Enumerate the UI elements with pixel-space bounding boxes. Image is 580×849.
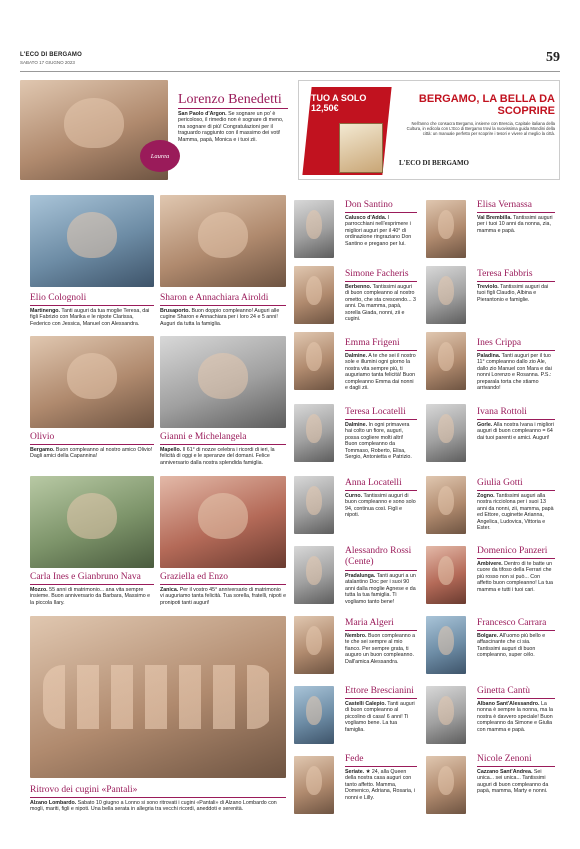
name-ines: Ines Crippa [477,338,522,348]
name-sharon: Sharon e Annachiara Airoldi [160,293,269,303]
rule-fede [345,766,417,767]
feature-rule [178,108,288,109]
photo-graziella [160,476,286,568]
msg-donsantino: Calusco d'Adda. I parrocchiani nell'esprimere i migliori auguri per il 40° di ordinazione ringraziano Don Santino e pregano per lui. [345,215,412,247]
rule-teresaL [345,419,417,420]
name-carla: Carla Ines e Gianbruno Nava [30,572,141,582]
rule-carla [30,584,154,585]
name-simone: Simone Facheris [345,269,409,279]
rule-ivana [477,419,555,420]
photo-alessandro [294,546,334,604]
name-emma: Emma Frigeni [345,338,400,348]
name-gianni: Gianni e Michelangela [160,432,247,442]
rule-ritrovo [30,797,286,798]
photo-sharon [160,195,286,287]
photo-teresaF [426,266,466,324]
msg-domenico: Ambivere. Dentro di te batte un cuore da tifoso della Ferrari che più rosso non si può... Con affetto buon compleanno! La tua mamma e tutti i tuoi cari. [477,561,553,593]
photo-ginetta [426,686,466,744]
rule-donsantino [345,212,417,213]
photo-ivana [426,404,466,462]
msg-carla: Mozzo. 55 anni di matrimonio... ana vita sempre insieme. Buon anniversario da Barbara, Massimo e la piccola Ilary. [30,587,151,606]
rule-alessandro [345,570,417,571]
rule-olivio [30,444,154,445]
photo-teresaL [294,404,334,462]
name-giulia: Giulia Gotti [477,478,523,488]
msg-anna: Curno. Tantissimi auguri di buon compleanno e sono solo 94, continua così. Figli e nipoti. [345,493,416,519]
rule-sharon [160,305,286,306]
ad-body: Nell'anno che consacra Bergamo, insieme con Brescia, Capitale italiana della Cultura, in edicola con L'Eco di Bergamo trovi la nuovissima guida Mondini della città: un manuale perfetto per scoprire i tesori e vivere al meglio la città. [406,121,555,137]
msg-simone: Berbenno. Tantissimi auguri di buon compleanno al nostro ometto, che sta crescendo... 3 anni. Da mamma, papà, sorella Giada, nonni, zii e cugini. [345,284,416,323]
rule-giulia [477,490,555,491]
name-nicole: Nicole Zenoni [477,754,532,764]
photo-emma [294,332,334,390]
msg-ginetta: Albano Sant'Alessandro. La nonna è sempre la nonna, ma la nostra è davvero speciale! Buon compleanno da Simone e Giulia con mamma e papà. [477,701,553,733]
rule-anna [345,490,417,491]
photo-elisa [426,200,466,258]
photo-elio [30,195,154,287]
name-ginetta: Ginetta Cantù [477,686,531,696]
rule-elisa [477,212,555,213]
ad-title: BERGAMO, LA BELLA DA SCOPRIRE [418,93,555,117]
ad-offer-text: TUO A SOLO 12,50€ [311,93,367,113]
msg-maria: Nembro. Buon compleanno a te che sei sempre al mio fianco. Per sempre grata, ti auguro un buon compleanno. Dall'amica Alessandra. [345,633,416,665]
advert-bergamo-guide[interactable] [298,80,560,180]
msg-teresaF: Treviolo. Tantissimi auguri dai tuoi figli Claudio, Albina e Pierantonio e famiglie. [477,284,549,303]
laurea-badge [140,140,180,172]
rule-domenico [477,558,555,559]
name-ritrovo: Ritrovo dei cugini «Pantali» [30,785,138,795]
name-elio: Elio Colognoli [30,293,87,303]
msg-emma: Dalmine. A te che sei il nostro sole e illumini ogni giorno la nostra vita sempre più, ti auguriamo tanta felicità! Buon compleanno Emma dai nonni e dagli zii. [345,353,416,392]
rule-ines [477,350,555,351]
msg-alessandro: Pradalunga. Tanti auguri a un atalantino Doc per i suoi 90 anni dalla moglie Agnese e da tutta la tua famiglia. Ti vogliamo tanto bene! [345,573,416,605]
name-anna: Anna Locatelli [345,478,402,488]
photo-nicole [426,756,466,814]
ad-guide-book [339,123,383,173]
rule-gianni [160,444,286,445]
rule-nicole [477,766,555,767]
name-francesco: Francesco Carrara [477,618,547,628]
photo-domenico [426,546,466,604]
msg-ritrovo: Alzano Lombardo. Sabato 10 giugno a Lonno si sono ritrovati i cugini «Pantali» di Alzano Lombardo con mogli, mariti, figli e nipoti. Una bella serata in allegria tra vecchi ricordi, aneddoti e serenità. [30,800,277,813]
msg-nicole: Cazzano Sant'Andrea. Sei unica... sei unica... Tantissimi auguri di buon compleanno da papà, mamma, Marty e nonni. [477,769,549,795]
ad-logo: L'ECO DI BERGAMO [399,159,470,167]
photo-carla [30,476,154,568]
msg-ettore: Castelli Calepio. Tanti auguri di buon compleanno al piccolino di casa! 6 anni! Ti vogliamo bene. La tua famiglia. [345,701,415,733]
photo-ritrovo-group [30,616,286,778]
msg-sharon: Brusaporto. Buon doppio compleanno! Auguri alle cugine Sharon e Annachiara per i loro 24 e 5 anni! Auguri da tutta la famiglia. [160,308,280,327]
rule-ginetta [477,698,555,699]
msg-giulia: Zogno. Tantissimi auguri alla nostra ricciolona per i suoi 13 anni da nonni, zii, mamma, papà ed Ettore, cuginette Arianna, Angelica, Ludovica, Vittoria e Ester. [477,493,554,532]
msg-elio: Martinengo. Tanti auguri da tua moglie Teresa, dai figli Fabrizio con Marika e le nipote Clarissa, Federico con Jessica, Manuel con Alessandra. [30,308,150,327]
rule-elio [30,305,154,306]
rule-graziella [160,584,286,585]
rule-emma [345,350,417,351]
msg-elisa: Val Brembilla. Tantissimi auguri per i tuoi 10 anni da nonna, zia, mamma e papà. [477,215,553,234]
name-fede: Fede [345,754,364,764]
name-graziella: Graziella ed Enzo [160,572,229,582]
photo-ettore [294,686,334,744]
photo-donsantino [294,200,334,258]
msg-fede: Seriate. ★ 24, alla Queen della nostra casa auguri con tanto affetto. Mamma, Domenico, Adriana, Rosaria, i nonni e Lilly. [345,769,416,801]
msg-ines: Paladina. Tanti auguri per il tuo 11° compleanno dallo zio Ale, dallo zio Manuel con Mara e dai nonni Lorenzo e Rosanna. P.S.: preparala torta che stiamo arrivando! [477,353,552,392]
name-teresaF: Teresa Fabbris [477,269,533,279]
name-ettore: Ettore Brescianini [345,686,414,696]
issue-date: SABATO 17 GIUGNO 2023 [20,60,75,65]
photo-francesco [426,616,466,674]
name-alessandro: Alessandro Rossi (Cente) [345,546,412,567]
photo-giulia [426,476,466,534]
name-domenico: Domenico Panzeri [477,546,548,556]
name-maria: Maria Algeri [345,618,394,628]
photo-olivio [30,336,154,428]
rule-maria [345,630,417,631]
msg-ivana: Gorle. Alla nostra Ivana i migliori auguri di buon compleanno = 64 dai tuoi parenti e amici. Auguri! [477,422,554,441]
name-teresaL: Teresa Locatelli [345,407,406,417]
photo-ines [426,332,466,390]
name-ivana: Ivana Rottoli [477,407,527,417]
photo-simone [294,266,334,324]
rule-francesco [477,630,555,631]
photo-maria [294,616,334,674]
msg-olivio: Bergamo. Buon compleanno al nostro amico Olivio! Dagli amici della Capannina! [30,447,153,460]
rule-simone [345,281,417,282]
page-header [20,50,560,72]
name-elisa: Elisa Vernassa [477,200,532,210]
photo-gianni [160,336,286,428]
page-number: 59 [546,50,560,65]
photo-fede [294,756,334,814]
msg-gianni: Mapello. Il 61° di nozze celebra i ricordi di ieri, la felicità di oggi e le speranze del domani. Felice anniversario dalla nostra splendida famiglia. [160,447,275,466]
name-donsantino: Don Santino [345,200,393,210]
feature-name: Lorenzo Benedetti [178,92,282,107]
photo-anna [294,476,334,534]
name-olivio: Olivio [30,432,55,442]
feature-message: San Paolo d'Argon. Se sognare un po' è pericoloso, il rimedio non è sognare di meno, ma sognare di più! Congratulazioni per il traguardo raggiunto con il massimo dei voti! Mamma, papà, Monica e i tuoi zii. [178,111,284,143]
rule-teresaF [477,281,555,282]
rule-ettore [345,698,417,699]
badge-label: Laurea [150,152,170,160]
newspaper-brand: L'ECO DI BERGAMO [20,52,82,58]
msg-teresaL: Dalmine. In ogni primavera hai colto un fiore, auguri, possa cogliere molti altri! Buon compleanno da Tommaso, Roberto, Elisa, Sergio, Antonietta e Patrizio. [345,422,412,461]
msg-francesco: Bolgare. All'uomo più bello e affascinante che ci sia. Tantissimi auguri di buon compleanno, super célo. [477,633,546,659]
msg-graziella: Zanica. Per il vostro 45° anniversario di matrimonio vi auguriamo tanta felicità. Tua sorella, fratelli, nipoti e pronipoti tanti auguri! [160,587,287,606]
